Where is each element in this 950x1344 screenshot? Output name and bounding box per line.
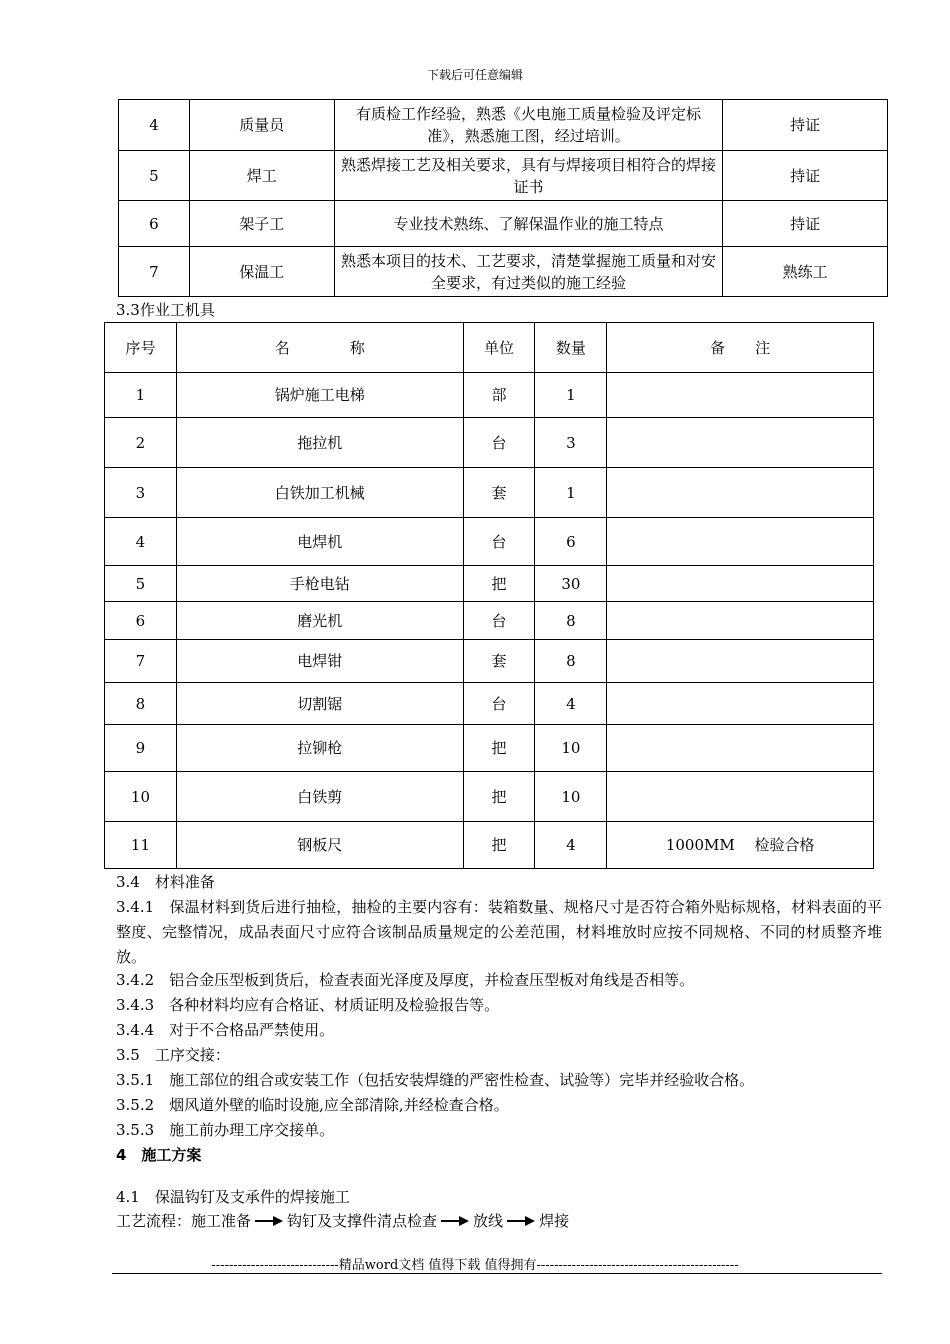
cell-unit: 把	[463, 772, 535, 822]
cell-qty: 4	[535, 822, 607, 869]
page-footer: -----------------------------精品word文档 值得下载 值得拥有----------------------------------------------	[211, 1258, 739, 1273]
cell-qty: 8	[535, 640, 607, 683]
cell-no: 11	[105, 822, 177, 869]
table-row	[105, 683, 874, 725]
cell-unit: 把	[463, 725, 535, 772]
right-arrow-icon	[507, 1215, 535, 1227]
table-row	[119, 100, 888, 151]
cell-no: 5	[105, 566, 177, 602]
table-row	[105, 418, 874, 468]
cell-unit: 台	[463, 602, 535, 640]
cell-unit: 套	[463, 640, 535, 683]
cell-name: 钢板尺	[176, 822, 463, 869]
paragraph-3-4-3: 3.4.3 各种材料均应有合格证、材质证明及检验报告等。	[116, 996, 500, 1014]
paragraph-3-5-3: 3.5.3 施工前办理工序交接单。	[116, 1121, 335, 1139]
table-row	[105, 468, 874, 518]
flow-step: 焊接	[539, 1212, 570, 1230]
paragraph-3-5-1: 3.5.1 施工部位的组合或安装工作（包括安装焊缝的严密性检查、试验等）完毕并经验收合格。	[116, 1071, 755, 1089]
header-no: 序号	[105, 323, 177, 373]
cell-note	[607, 373, 874, 418]
cell-role: 焊工	[189, 151, 334, 201]
table-row	[105, 518, 874, 566]
table-row	[119, 201, 888, 247]
cell-role: 保温工	[189, 247, 334, 297]
cell-cert: 持证	[723, 151, 888, 201]
cell-no: 5	[119, 151, 190, 201]
cell-cert: 持证	[723, 201, 888, 247]
cell-unit: 台	[463, 518, 535, 566]
flow-step: 钩钉及支撑件清点检查	[287, 1212, 438, 1230]
cell-note	[607, 640, 874, 683]
cell-name: 白铁加工机械	[176, 468, 463, 518]
table-header-row	[105, 323, 874, 373]
right-arrow-icon	[255, 1215, 283, 1227]
cell-name: 电焊钳	[176, 640, 463, 683]
cell-no: 6	[105, 602, 177, 640]
header-note: 备 注	[607, 323, 874, 373]
cell-no: 4	[119, 100, 190, 151]
cell-no: 3	[105, 468, 177, 518]
cell-no: 8	[105, 683, 177, 725]
cell-qty: 6	[535, 518, 607, 566]
table-row	[105, 822, 874, 869]
section-3-5-heading: 3.5 工序交接：	[116, 1046, 230, 1064]
cell-no: 1	[105, 373, 177, 418]
cell-no: 7	[105, 640, 177, 683]
paragraph-3-4-1: 3.4.1 保温材料到货后进行抽检，抽检的主要内容有：装箱数量、规格尺寸是否符合箱外贴标规格，材料表面的平整度、完整情况，成品表面尺寸应符合该制品质量规定的公差范围，材料堆放时应按不同规格、不同的材质整齐堆放。	[116, 898, 882, 966]
cell-name: 拉铆枪	[176, 725, 463, 772]
cell-name: 拖拉机	[176, 418, 463, 468]
table-row	[105, 602, 874, 640]
cell-note	[607, 683, 874, 725]
cell-requirement: 专业技术熟练、了解保温作业的施工特点	[334, 201, 722, 247]
cell-note	[607, 518, 874, 566]
paragraph-3-4-2: 3.4.2 铝合金压型板到货后，检查表面光泽度及厚度，并检查压型板对角线是否相等。	[116, 971, 695, 989]
cell-note	[607, 725, 874, 772]
cell-name: 白铁剪	[176, 772, 463, 822]
table-row	[105, 566, 874, 602]
cell-qty: 4	[535, 683, 607, 725]
header-name: 名 称	[176, 323, 463, 373]
cell-role: 质量员	[189, 100, 334, 151]
cell-no: 4	[105, 518, 177, 566]
cell-unit: 台	[463, 418, 535, 468]
cell-no: 6	[119, 201, 190, 247]
paragraph-3-4-4: 3.4.4 对于不合格品严禁使用。	[116, 1021, 335, 1039]
section-4-heading: 4 施工方案	[116, 1146, 202, 1164]
cell-note	[607, 772, 874, 822]
header-unit: 单位	[463, 323, 535, 373]
header-qty: 数量	[535, 323, 607, 373]
cell-note: 1000MM 检验合格	[607, 822, 874, 869]
table-row	[105, 640, 874, 683]
section-3-4-heading: 3.4 材料准备	[116, 873, 215, 891]
tools-section-title: 3.3作业工机具	[116, 301, 215, 319]
right-arrow-icon	[441, 1215, 469, 1227]
page-header: 下载后可任意编辑	[426, 68, 523, 82]
cell-no: 2	[105, 418, 177, 468]
cell-note	[607, 602, 874, 640]
table-row	[119, 247, 888, 297]
cell-unit: 把	[463, 566, 535, 602]
cell-name: 切割锯	[176, 683, 463, 725]
cell-unit: 套	[463, 468, 535, 518]
cell-name: 手枪电钻	[176, 566, 463, 602]
section-4-1-heading: 4.1 保温钩钉及支承件的焊接施工	[116, 1188, 350, 1206]
cell-qty: 1	[535, 373, 607, 418]
tools-table	[104, 322, 874, 869]
cell-cert: 熟练工	[723, 247, 888, 297]
cell-name: 磨光机	[176, 602, 463, 640]
cell-requirement: 有质检工作经验，熟悉《火电施工质量检验及评定标准》，熟悉施工图，经过培训。	[334, 100, 722, 151]
cell-unit: 部	[463, 373, 535, 418]
table-row	[105, 373, 874, 418]
staff-table	[118, 99, 888, 297]
cell-note	[607, 566, 874, 602]
cell-unit: 把	[463, 822, 535, 869]
footer-rule	[112, 1273, 882, 1274]
cell-qty: 30	[535, 566, 607, 602]
cell-requirement: 熟悉本项目的技术、工艺要求，清楚掌握施工质量和对安全要求，有过类似的施工经验	[334, 247, 722, 297]
flow-step: 放线	[473, 1212, 504, 1230]
cell-qty: 1	[535, 468, 607, 518]
cell-qty: 10	[535, 725, 607, 772]
cell-name: 电焊机	[176, 518, 463, 566]
table-row	[119, 151, 888, 201]
cell-unit: 台	[463, 683, 535, 725]
cell-note	[607, 418, 874, 468]
flow-step: 施工准备	[191, 1212, 252, 1230]
cell-cert: 持证	[723, 100, 888, 151]
cell-no: 9	[105, 725, 177, 772]
cell-no: 10	[105, 772, 177, 822]
cell-qty: 3	[535, 418, 607, 468]
cell-qty: 10	[535, 772, 607, 822]
table-row	[105, 772, 874, 822]
cell-role: 架子工	[189, 201, 334, 247]
cell-requirement: 熟悉焊接工艺及相关要求，具有与焊接项目相符合的焊接证书	[334, 151, 722, 201]
process-flow	[116, 1210, 569, 1231]
cell-no: 7	[119, 247, 190, 297]
paragraph-3-5-2: 3.5.2 烟风道外壁的临时设施,应全部清除,并经检查合格。	[116, 1096, 509, 1114]
cell-note	[607, 468, 874, 518]
cell-name: 锅炉施工电梯	[176, 373, 463, 418]
flow-label: 工艺流程：	[116, 1212, 192, 1230]
cell-qty: 8	[535, 602, 607, 640]
table-row	[105, 725, 874, 772]
